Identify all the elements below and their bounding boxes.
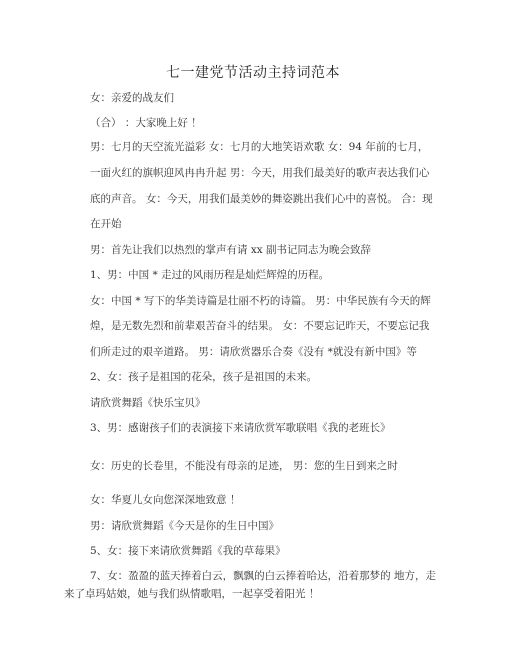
text-line: 女：华夏儿女向您深深地致意 ！ xyxy=(90,494,241,506)
text-line: （合） ：大家晚上好 ！ xyxy=(90,117,202,129)
text-line: 女：亲爱的战友们 xyxy=(90,92,174,104)
text-line: 来了卓玛姑娘，她与我们纵情歌唱，一起享受着阳光 ！ xyxy=(64,588,320,600)
text-line: 5、女：接下来请欣赏舞蹈《我的草莓果》 xyxy=(90,545,286,557)
text-line: 在开始 xyxy=(90,218,122,230)
text-line: 底的声音。 女：今天，用我们最美妙的舞姿跳出我们心中的喜悦。 合：现 xyxy=(90,193,433,205)
text-line: 一面火红的旗帜迎风冉冉升起 男：今天，用我们最美好的歌声表达我们心 xyxy=(90,167,430,179)
text-line: 男：七月的天空流光溢彩 女：七月的大地笑语欢歌 女：94 年前的七月， xyxy=(90,141,429,153)
text-line: 煌，是无数先烈和前辈艰苦奋斗的结果。 女：不要忘记昨天，不要忘记我 xyxy=(90,320,430,332)
text-line: 女：中国 * 写下的华美诗篇是壮丽不朽的诗篇。 男：中华民族有今天的辉 xyxy=(90,295,431,307)
text-line: 女：历史的长卷里，不能没有母亲的足迹， 男：您的生日到来之时 xyxy=(90,460,398,472)
text-line: 1、男：中国 * 走过的风雨历程是灿烂辉煌的历程。 xyxy=(90,269,330,281)
text-line: 们所走过的艰辛道路。 男：请欣赏器乐合奏《没有 *就没有新中国》等 xyxy=(90,346,417,358)
text-line: 男：请欣赏舞蹈《今天是你的生日中国》 xyxy=(90,520,279,532)
document-title: 七一建党节活动主持词范本 xyxy=(166,65,340,81)
text-line: 请欣赏舞蹈《快乐宝贝》 xyxy=(90,397,206,409)
text-line: 男：首先让我们以热烈的掌声有请 xx 副书记同志为晚会致辞 xyxy=(90,244,372,256)
text-line: 7、女：盈盈的蓝天捧着白云，飘飘的白云捧着哈达，沿着那梦的 地方，走 xyxy=(90,570,437,582)
text-line: 3、男：感谢孩子们的表演接下来请欣赏军歌联唱《我的老班长》 xyxy=(90,422,391,434)
text-line: 2、女：孩子是祖国的花朵，孩子是祖国的未来。 xyxy=(90,371,318,383)
